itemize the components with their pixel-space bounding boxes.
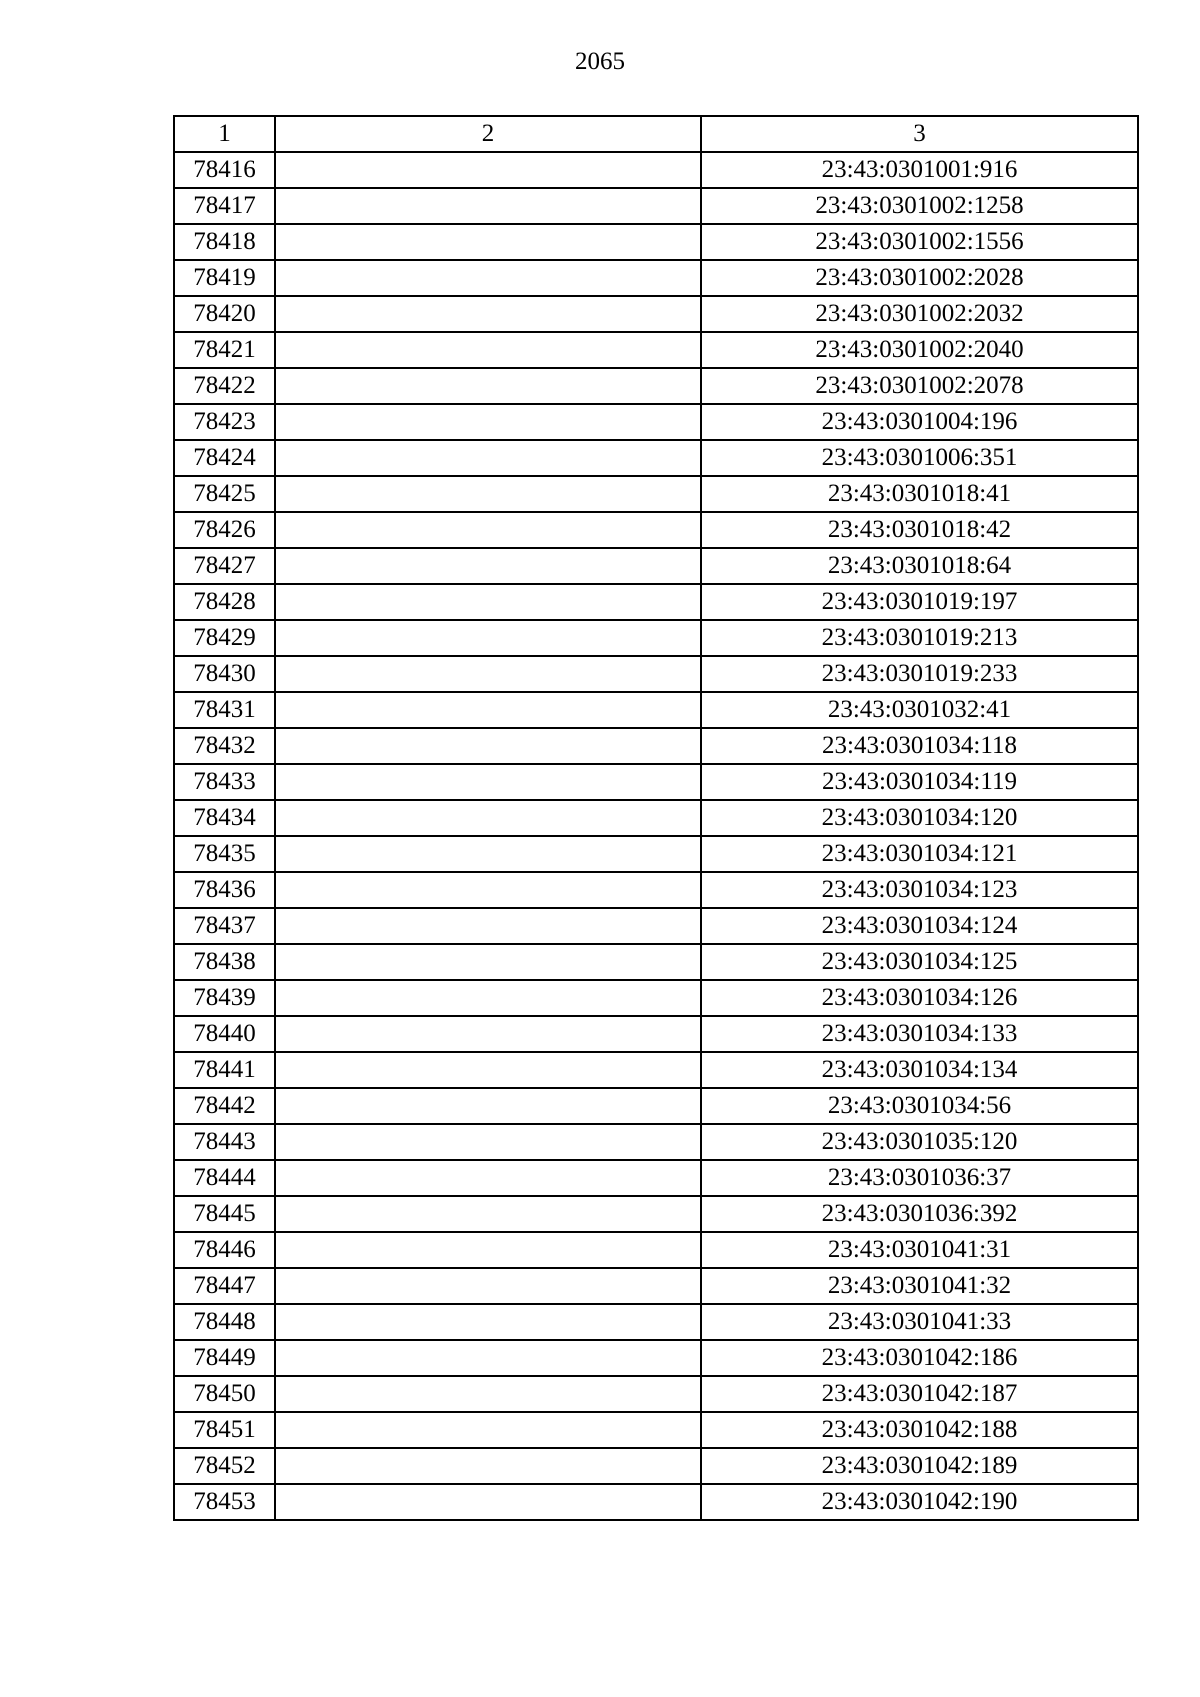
table-row [174,728,1138,764]
row-number-cell: 78421 [174,332,275,368]
table-row [174,944,1138,980]
row-name-cell [275,728,701,764]
table-row [174,1340,1138,1376]
table-row [174,1304,1138,1340]
row-name-cell [275,332,701,368]
cadastral-number-cell: 23:43:0301002:2028 [701,260,1138,296]
row-number-cell: 78435 [174,836,275,872]
cadastral-number-cell: 23:43:0301034:121 [701,836,1138,872]
table-row [174,152,1138,188]
cadastral-number-cell: 23:43:0301019:197 [701,584,1138,620]
row-number-cell: 78453 [174,1484,275,1520]
row-number-cell: 78429 [174,620,275,656]
table-row [174,692,1138,728]
row-number-cell: 78419 [174,260,275,296]
cadastral-number-cell: 23:43:0301036:37 [701,1160,1138,1196]
row-name-cell [275,368,701,404]
cadastral-number-cell: 23:43:0301042:190 [701,1484,1138,1520]
row-name-cell [275,512,701,548]
row-name-cell [275,1268,701,1304]
row-number-cell: 78439 [174,980,275,1016]
table-row [174,620,1138,656]
row-name-cell [275,476,701,512]
row-name-cell [275,692,701,728]
row-number-cell: 78422 [174,368,275,404]
row-name-cell [275,800,701,836]
row-number-cell: 78443 [174,1124,275,1160]
row-number-cell: 78423 [174,404,275,440]
table-row [174,512,1138,548]
cadastral-number-cell: 23:43:0301034:118 [701,728,1138,764]
row-name-cell [275,1304,701,1340]
cadastral-number-cell: 23:43:0301018:64 [701,548,1138,584]
row-number-cell: 78431 [174,692,275,728]
table-row [174,260,1138,296]
cadastral-number-cell: 23:43:0301035:120 [701,1124,1138,1160]
table-row [174,1196,1138,1232]
row-number-cell: 78434 [174,800,275,836]
registry-table [173,115,1139,1521]
row-number-cell: 78445 [174,1196,275,1232]
row-name-cell [275,1448,701,1484]
cadastral-number-cell: 23:43:0301034:120 [701,800,1138,836]
row-number-cell: 78437 [174,908,275,944]
cadastral-number-cell: 23:43:0301004:196 [701,404,1138,440]
column-header-1: 1 [174,116,275,152]
table-row [174,1124,1138,1160]
page-number: 2065 [575,48,625,75]
row-name-cell [275,1196,701,1232]
row-name-cell [275,1232,701,1268]
row-number-cell: 78447 [174,1268,275,1304]
row-name-cell [275,260,701,296]
cadastral-number-cell: 23:43:0301041:31 [701,1232,1138,1268]
table-row [174,980,1138,1016]
cadastral-number-cell: 23:43:0301002:2040 [701,332,1138,368]
row-name-cell [275,944,701,980]
table-row [174,1232,1138,1268]
header-row [174,116,1138,152]
row-number-cell: 78436 [174,872,275,908]
row-number-cell: 78425 [174,476,275,512]
cadastral-number-cell: 23:43:0301018:42 [701,512,1138,548]
row-name-cell [275,1340,701,1376]
table-row [174,548,1138,584]
row-name-cell [275,404,701,440]
row-name-cell [275,836,701,872]
row-number-cell: 78452 [174,1448,275,1484]
cadastral-number-cell: 23:43:0301036:392 [701,1196,1138,1232]
table-row [174,404,1138,440]
row-name-cell [275,872,701,908]
row-number-cell: 78427 [174,548,275,584]
table-row [174,1376,1138,1412]
cadastral-number-cell: 23:43:0301042:187 [701,1376,1138,1412]
cadastral-number-cell: 23:43:0301006:351 [701,440,1138,476]
row-number-cell: 78420 [174,296,275,332]
row-name-cell [275,1160,701,1196]
table-row [174,836,1138,872]
cadastral-number-cell: 23:43:0301041:33 [701,1304,1138,1340]
cadastral-number-cell: 23:43:0301034:134 [701,1052,1138,1088]
table-row [174,1448,1138,1484]
cadastral-number-cell: 23:43:0301002:1258 [701,188,1138,224]
row-name-cell [275,296,701,332]
row-number-cell: 78428 [174,584,275,620]
table-row [174,1412,1138,1448]
row-number-cell: 78438 [174,944,275,980]
cadastral-number-cell: 23:43:0301002:1556 [701,224,1138,260]
table-row [174,368,1138,404]
row-number-cell: 78446 [174,1232,275,1268]
row-name-cell [275,188,701,224]
column-header-2: 2 [275,116,701,152]
cadastral-number-cell: 23:43:0301034:126 [701,980,1138,1016]
cadastral-number-cell: 23:43:0301042:188 [701,1412,1138,1448]
cadastral-number-cell: 23:43:0301032:41 [701,692,1138,728]
table-row [174,476,1138,512]
row-number-cell: 78417 [174,188,275,224]
row-name-cell [275,1412,701,1448]
column-header-3: 3 [701,116,1138,152]
cadastral-number-cell: 23:43:0301042:189 [701,1448,1138,1484]
row-name-cell [275,224,701,260]
row-number-cell: 78450 [174,1376,275,1412]
row-number-cell: 78441 [174,1052,275,1088]
row-number-cell: 78418 [174,224,275,260]
table-row [174,656,1138,692]
row-name-cell [275,548,701,584]
row-number-cell: 78449 [174,1340,275,1376]
row-number-cell: 78433 [174,764,275,800]
cadastral-number-cell: 23:43:0301034:133 [701,1016,1138,1052]
row-number-cell: 78432 [174,728,275,764]
row-number-cell: 78440 [174,1016,275,1052]
cadastral-number-cell: 23:43:0301001:916 [701,152,1138,188]
row-name-cell [275,908,701,944]
row-name-cell [275,1088,701,1124]
table-row [174,224,1138,260]
cadastral-number-cell: 23:43:0301034:119 [701,764,1138,800]
row-name-cell [275,1052,701,1088]
cadastral-number-cell: 23:43:0301018:41 [701,476,1138,512]
cadastral-number-cell: 23:43:0301019:213 [701,620,1138,656]
table-row [174,908,1138,944]
cadastral-number-cell: 23:43:0301034:123 [701,872,1138,908]
row-name-cell [275,656,701,692]
row-number-cell: 78444 [174,1160,275,1196]
row-name-cell [275,1376,701,1412]
table-row [174,1016,1138,1052]
table-row [174,584,1138,620]
row-name-cell [275,584,701,620]
cadastral-number-cell: 23:43:0301042:186 [701,1340,1138,1376]
table-row [174,188,1138,224]
row-name-cell [275,620,701,656]
row-number-cell: 78448 [174,1304,275,1340]
row-name-cell [275,1124,701,1160]
table-row [174,440,1138,476]
cadastral-number-cell: 23:43:0301002:2032 [701,296,1138,332]
table-row [174,764,1138,800]
table-row [174,332,1138,368]
row-name-cell [275,1016,701,1052]
table-row [174,296,1138,332]
row-number-cell: 78451 [174,1412,275,1448]
table-row [174,1484,1138,1520]
row-name-cell [275,152,701,188]
row-number-cell: 78430 [174,656,275,692]
table-row [174,800,1138,836]
row-number-cell: 78426 [174,512,275,548]
table-body [174,152,1138,1520]
row-name-cell [275,764,701,800]
table-row [174,1160,1138,1196]
cadastral-number-cell: 23:43:0301034:56 [701,1088,1138,1124]
cadastral-number-cell: 23:43:0301019:233 [701,656,1138,692]
cadastral-number-cell: 23:43:0301034:124 [701,908,1138,944]
table-row [174,1052,1138,1088]
table-row [174,1268,1138,1304]
row-name-cell [275,980,701,1016]
table-row [174,1088,1138,1124]
row-name-cell [275,440,701,476]
cadastral-number-cell: 23:43:0301034:125 [701,944,1138,980]
cadastral-number-cell: 23:43:0301041:32 [701,1268,1138,1304]
row-number-cell: 78424 [174,440,275,476]
row-number-cell: 78442 [174,1088,275,1124]
row-number-cell: 78416 [174,152,275,188]
cadastral-number-cell: 23:43:0301002:2078 [701,368,1138,404]
row-name-cell [275,1484,701,1520]
table-row [174,872,1138,908]
